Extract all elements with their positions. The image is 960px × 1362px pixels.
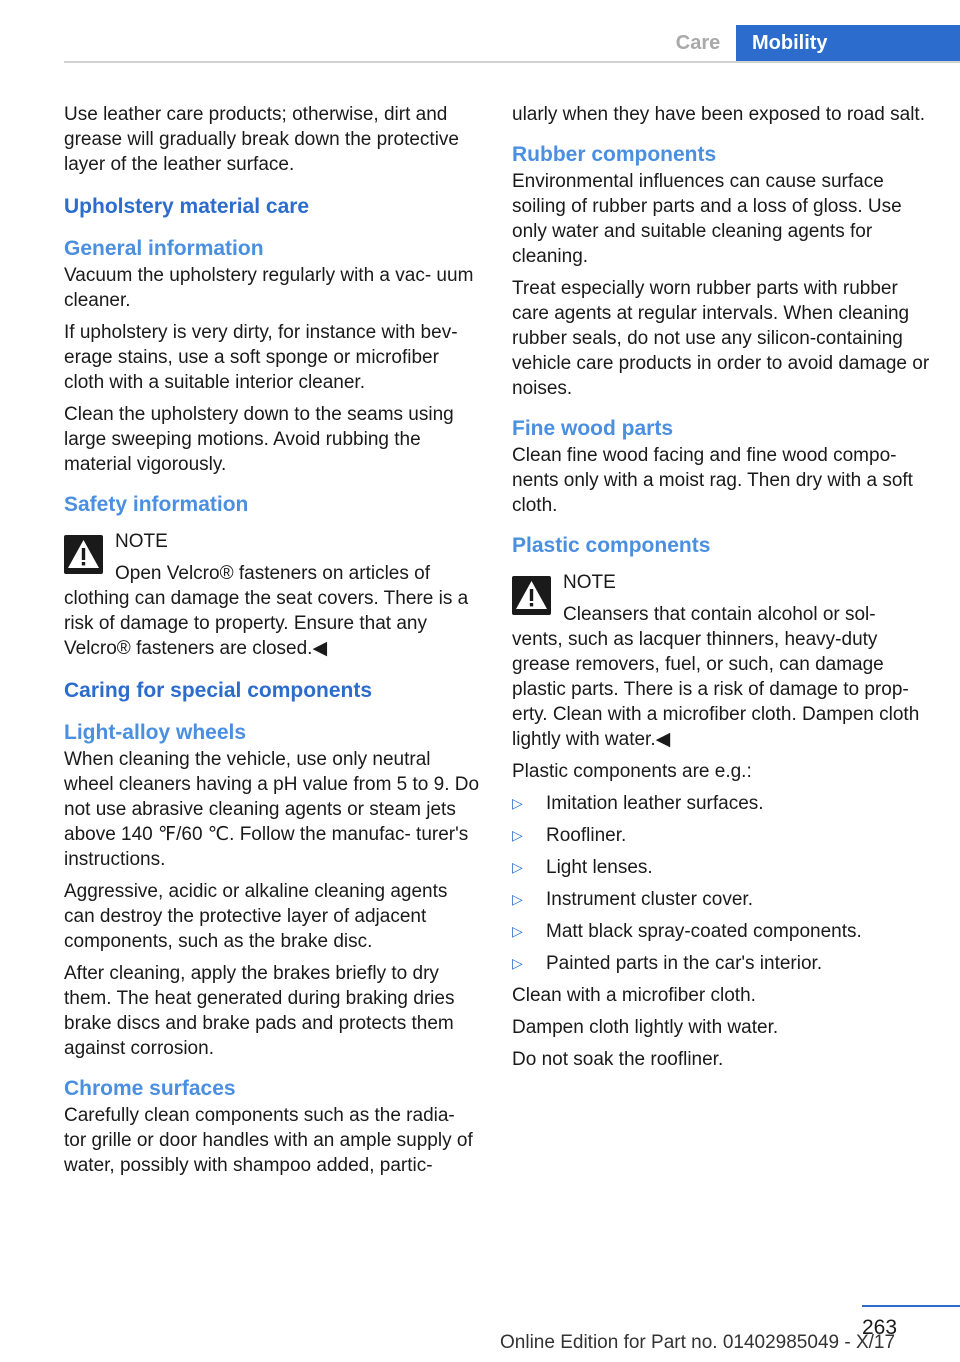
triangle-bullet-icon: ▷ [512,955,523,971]
chrome-paragraph-continued: ularly when they have been exposed to road salt. [512,104,925,125]
heading-fine-wood-parts: Fine wood parts [512,417,674,440]
soak-paragraph: Do not soak the roofliner. [512,1049,724,1070]
right-column [512,102,930,1079]
wheels-paragraph-2: Aggressive, acidic or alkaline cleaning agents can destroy the protective layer of adjacent components, such as the brake disc. [64,881,448,952]
heading-upholstery: Upholstery material care [64,195,310,218]
edition-footer: Online Edition for Part no. 01402985049 - X/17 [500,1332,896,1353]
list-item [512,855,930,880]
triangle-bullet-icon: ▷ [512,827,523,843]
general-paragraph-1: Vacuum the upholstery regularly with a vac‐ uum cleaner. [64,265,474,311]
note-body: Cleansers that contain alcohol or sol‐ vents, such as lacquer thinners, heavy-duty grease removers, fuel, or such, can damage plastic parts. There is a risk of damage to prop‐ erty. Clean with a microfiber cloth. Dampen cloth lightly with water.◀ [512,604,920,750]
rubber-paragraph-1: Environmental influences can cause surface soiling of rubber parts and a loss of gloss. Use only water and suitable cleaning agents for cleaning. [512,171,902,267]
list-item-text: Imitation leather surfaces. [546,793,764,814]
heading-chrome-surfaces: Chrome surfaces [64,1077,236,1100]
left-column [64,102,482,1185]
list-item [512,887,930,912]
list-item [512,951,930,976]
page-number: 263 [862,1316,898,1339]
wheels-paragraph-3: After cleaning, apply the brakes briefly to dry them. The heat generated during braking dries brake discs and brake pads and protects them against corrosion. [64,963,455,1059]
tab-care[interactable]: Care [675,31,721,54]
triangle-bullet-icon: ▷ [512,923,523,939]
note-title: NOTE [115,531,168,552]
list-item-text: Light lenses. [546,857,653,878]
intro-paragraph: Use leather care products; otherwise, dirt and grease will gradually break down the protective layer of the leather surface. [64,104,459,175]
heading-general-information: General information [64,237,264,260]
warning-icon [64,535,103,574]
clean-paragraph: Clean with a microfiber cloth. [512,985,756,1006]
list-item [512,919,930,944]
warning-icon [512,576,551,615]
general-paragraph-2: If upholstery is very dirty, for instance with bev‐ erage stains, use a soft sponge or microfiber cloth with a suitable interior cleaner. [64,322,458,393]
list-item [512,823,930,848]
note-cleansers [512,570,930,752]
heading-caring-special-components: Caring for special components [64,679,373,702]
general-paragraph-3: Clean the upholstery down to the seams using large sweeping motions. Avoid rubbing the material vigorously. [64,404,454,475]
plastic-components-list [512,791,930,976]
note-title: NOTE [563,572,616,593]
list-item-text: Painted parts in the car's interior. [546,953,823,974]
triangle-bullet-icon: ▷ [512,891,523,907]
triangle-bullet-icon: ▷ [512,859,523,875]
header-rule [64,61,960,63]
list-item [512,791,930,816]
triangle-bullet-icon: ▷ [512,795,523,811]
wood-paragraph: Clean fine wood facing and fine wood compo‐ nents only with a moist rag. Then dry with a soft cloth. [512,445,913,516]
note-body: Open Velcro® fasteners on articles of clothing can damage the seat covers. There is a risk of damage to property. Ensure that any Velcro® fasteners are closed.◀ [64,563,469,659]
list-item-text: Roofliner. [546,825,627,846]
heading-rubber-components: Rubber components [512,143,717,166]
list-item-text: Instrument cluster cover. [546,889,753,910]
list-item-text: Matt black spray-coated components. [546,921,862,942]
tab-mobility[interactable]: Mobility [736,25,960,61]
rubber-paragraph-2: Treat especially worn rubber parts with rubber care agents at regular intervals. When cleaning rubber seals, do not use any silicon-containing vehicle care products in order to avoid damage or noises. [512,278,930,399]
plastic-intro-paragraph: Plastic components are e.g.: [512,761,752,782]
note-velcro [64,529,482,661]
heading-plastic-components: Plastic components [512,534,711,557]
footer-rule [862,1305,960,1307]
heading-safety-information: Safety information [64,493,249,516]
dampen-paragraph: Dampen cloth lightly with water. [512,1017,779,1038]
heading-light-alloy-wheels: Light-alloy wheels [64,721,247,744]
chrome-paragraph: Carefully clean components such as the radia‐ tor grille or door handles with an ample supply of water, possibly with shampoo added, partic‐ [64,1105,473,1176]
wheels-paragraph-1: When cleaning the vehicle, use only neutral wheel cleaners having a pH value from 5 to 9. Do not use abrasive cleaning agents or steam jets above 140 ℉/60 ℃. Follow the manufac‐ turer's instructions. [64,749,480,870]
